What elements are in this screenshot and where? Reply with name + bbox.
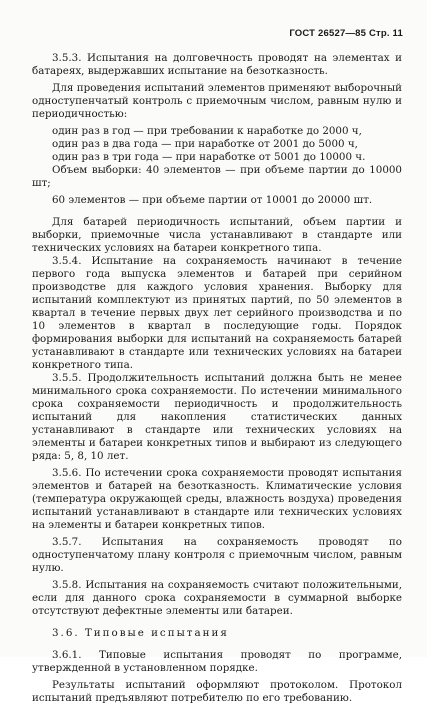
periodicity-line-3: один раз в три года — при наработке от 5001 до 10000 ч. bbox=[52, 151, 366, 163]
paragraph-sample-size: Объем выборки: 40 элементов — при объеме партии до 10000 шт; bbox=[32, 164, 402, 189]
periodicity-line-1: один раз в год — при требовании к наработке до 2000 ч, bbox=[52, 125, 362, 137]
periodicity-line-2: один раз в два года — при наработке от 2001 до 5000 ч, bbox=[52, 138, 358, 150]
section-heading-3-6: 3.6. Типовые испытания bbox=[52, 627, 229, 639]
page-header: ГОСТ 26527—85 Стр. 11 bbox=[289, 28, 403, 39]
paragraph-sampling-control: Для проведения испытаний элементов применяют выборочный одноступенчатый контроль с приемочным числом, равным нулю и периодичностью: bbox=[32, 82, 402, 120]
paragraph-3-5-6: 3.5.6. По истечении срока сохраняемости проводят испытания элементов и батарей на безотказность. Климатические условия (температура окружающей среды, влажность воздуха) проведения испытаний устанавливают в стандарте или технических условиях на элементы и батареи конкретных типов. bbox=[32, 467, 402, 531]
paragraph-3-5-7: 3.5.7. Испытания на сохраняемость проводят по одноступенчатому плану контроля с приемочным числом, равным нулю. bbox=[32, 536, 402, 574]
paragraph-3-6-1: 3.6.1. Типовые испытания проводят по программе, утвержденной в установленном порядке. bbox=[32, 649, 402, 674]
paragraph-test-results: Результаты испытаний оформляют протоколом. Протокол испытаний предъявляют потребителю по его требованию. bbox=[32, 679, 402, 704]
sample-size-line-2: 60 элементов — при объеме партии от 10001 до 20000 шт. bbox=[52, 194, 373, 206]
paragraph-3-5-4: 3.5.4. Испытание на сохраняемость начинают в течение первого года выпуска элементов и батарей при серийном производстве для каждого условия хранения. Выборку для испытаний комплектуют из принятых партий, по 50 элементов в квартал в течение первых двух лет серийного производства и по 10 элементов в квартал в последующие годы. Порядок формирования выборки для испытаний на сохраняемость батарей устанавливают в стандарте или технических условиях на батареи конкретного типа. bbox=[32, 255, 402, 371]
paragraph-3-5-8: 3.5.8. Испытания на сохраняемость считают положительными, если для данного срока сохраняемости в суммарной выборке отсутствуют дефектные элементы или батареи. bbox=[32, 579, 402, 617]
paragraph-batteries-periodicity: Для батарей периодичность испытаний, объем партии и выборки, приемочные числа устанавливают в стандарте или технических условиях на батареи конкретного типа. bbox=[32, 216, 402, 254]
paragraph-3-5-3: 3.5.3. Испытания на долговечность проводят на элементах и батареях, выдержавших испытание на безотказность. bbox=[32, 52, 402, 77]
document-body bbox=[32, 52, 402, 705]
paragraph-3-5-5: 3.5.5. Продолжительность испытаний должна быть не менее минимального срока сохраняемости. По истечении минимального срока сохраняемости периодичность и продолжительность испытаний для накопления статистических данных устанавливают в стандарте или технических условиях на элементы и батареи конкретных типов и выбирают из следующего ряда: 5, 8, 10 лет. bbox=[32, 372, 402, 462]
